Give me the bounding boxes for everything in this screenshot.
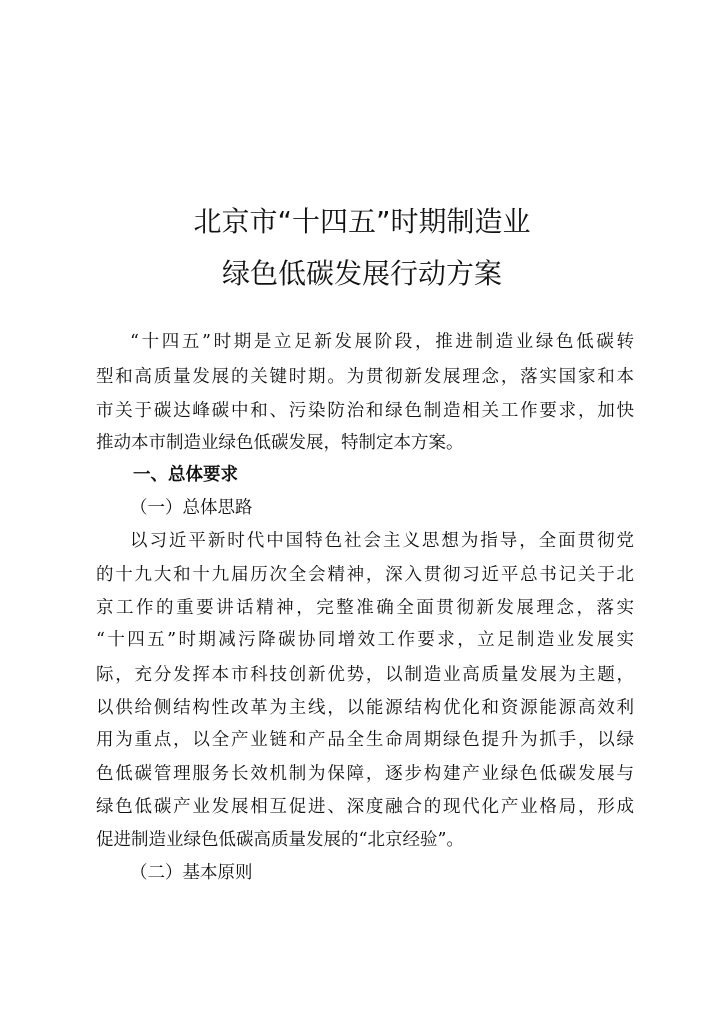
section-heading-general-requirements: 一、总体要求 — [133, 465, 238, 485]
approach-paragraph-line: 绿色低碳产业发展相互促进、深度融合的现代化产业格局，形成 — [96, 797, 634, 817]
document-title-line-1: 北京市“十四五”时期制造业 — [193, 205, 531, 238]
approach-paragraph-line: 际，充分发挥本市科技创新优势，以制造业高质量发展为主题， — [96, 665, 634, 685]
approach-paragraph-line: 用为重点，以全产业链和产品全生命周期绿色提升为抓手，以绿 — [96, 730, 634, 750]
subsection-heading-general-approach: （一）总体思路 — [130, 498, 253, 518]
subsection-heading-basic-principles: （二）基本原则 — [130, 863, 253, 883]
approach-paragraph-line: 色低碳管理服务长效机制为保障，逐步构建产业绿色低碳发展与 — [96, 764, 634, 784]
approach-paragraph-line: 京工作的重要讲话精神，完整准确全面贯彻新发展理念，落实 — [96, 598, 634, 618]
intro-paragraph-line: 推动本市制造业绿色低碳发展，特制定本方案。 — [96, 433, 464, 453]
document-title-line-2: 绿色低碳发展行动方案 — [221, 257, 502, 290]
intro-paragraph-line: 市关于碳达峰碳中和、污染防治和绿色制造相关工作要求，加快 — [96, 401, 634, 421]
approach-paragraph-line: 促进制造业绿色低碳高质量发展的“北京经验”。 — [96, 830, 464, 850]
approach-paragraph-line: 以习近平新时代中国特色社会主义思想为指导，全面贯彻党 — [130, 531, 634, 551]
intro-paragraph-line: “十四五”时期是立足新发展阶段，推进制造业绿色低碳转 — [130, 332, 634, 352]
intro-paragraph-line: 型和高质量发展的关键时期。为贯彻新发展理念，落实国家和本 — [96, 367, 634, 387]
approach-paragraph-line: 以供给侧结构性改革为主线，以能源结构优化和资源能源高效利 — [96, 698, 634, 718]
approach-paragraph-line: 的十九大和十九届历次全会精神，深入贯彻习近平总书记关于北 — [96, 565, 634, 585]
approach-paragraph-line: “十四五”时期减污降碳协同增效工作要求，立足制造业发展实 — [96, 630, 634, 650]
